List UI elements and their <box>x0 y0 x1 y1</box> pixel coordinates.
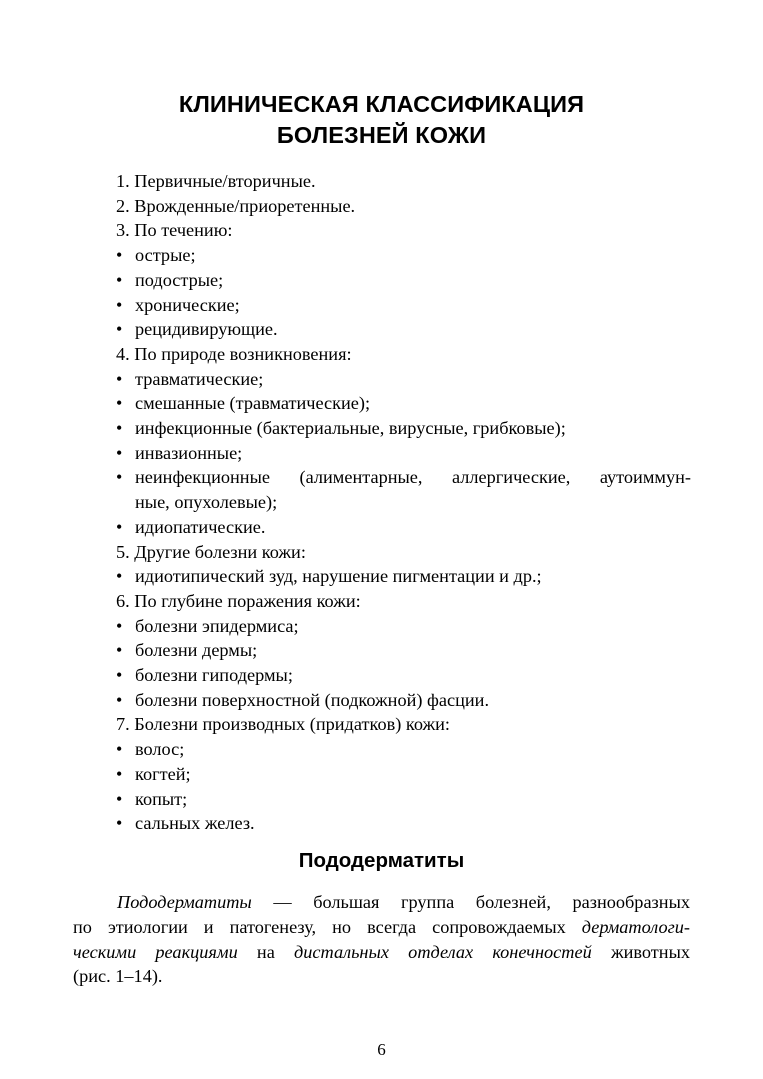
bullet-mark: • <box>116 788 123 809</box>
bullet-item <box>116 367 691 392</box>
bullet-mark: • <box>116 640 123 661</box>
italic-term: ческими реакциями <box>73 941 238 962</box>
bullet-mark: • <box>116 269 123 290</box>
bullet-text: копыт; <box>135 788 188 809</box>
numbered-item: 5. Другие болезни кожи: <box>116 541 306 562</box>
bullet-mark: • <box>116 516 123 537</box>
bullet-item <box>116 663 691 688</box>
bullet-item <box>116 391 691 416</box>
section-heading: Пододерматиты <box>298 849 465 872</box>
bullet-mark: • <box>116 368 123 389</box>
paragraph-text: — большая группа болезней, разнообразных <box>251 892 690 912</box>
bullet-item <box>116 293 691 318</box>
bullet-text: идиопатические. <box>135 516 266 537</box>
bullet-text: смешанные (травматические); <box>135 393 371 414</box>
bullet-mark: • <box>116 665 123 686</box>
bullet-text: волос; <box>135 739 185 760</box>
bullet-mark: • <box>116 319 123 340</box>
bullet-item <box>116 762 691 787</box>
page-title <box>0 89 763 151</box>
title-line-1: КЛИНИЧЕСКАЯ КЛАССИФИКАЦИЯ <box>178 91 585 117</box>
numbered-item: 2. Врожденные/приоретенные. <box>116 195 356 216</box>
bullet-item <box>116 268 691 293</box>
section-paragraph <box>73 890 690 989</box>
bullet-text-line-2: ные, опухолевые); <box>135 492 278 513</box>
bullet-mark: • <box>116 739 123 760</box>
italic-term: Пододерматиты <box>117 892 252 912</box>
bullet-text: идиотипический зуд, нарушение пигментации и др.; <box>135 566 542 587</box>
bullet-mark: • <box>116 418 123 439</box>
bullet-text-line-1: неинфекционные (алиментарные, аллергические, аутоиммун- <box>135 467 691 488</box>
bullet-text: болезни гиподермы; <box>135 665 293 686</box>
bullet-text: острые; <box>135 245 196 266</box>
numbered-item: 4. По природе возникновения: <box>116 343 352 364</box>
bullet-item <box>116 564 691 589</box>
paragraph-text: животных <box>591 941 690 962</box>
bullet-item <box>116 811 691 836</box>
paragraph-text: на <box>237 941 295 962</box>
bullet-mark: • <box>116 442 123 463</box>
numbered-item: 3. По течению: <box>116 220 233 241</box>
bullet-text: болезни эпидермиса; <box>135 615 299 636</box>
bullet-text: болезни поверхностной (подкожной) фасции. <box>135 689 490 710</box>
bullet-mark: • <box>116 566 123 587</box>
bullet-mark: • <box>116 294 123 315</box>
bullet-text: хронические; <box>135 294 240 315</box>
bullet-item <box>116 416 691 441</box>
title-line-2: БОЛЕЗНЕЙ КОЖИ <box>276 122 487 148</box>
numbered-item: 1. Первичные/вторичные. <box>116 171 316 191</box>
bullet-item <box>116 737 691 762</box>
italic-term: дерматологи- <box>581 916 690 937</box>
bullet-text: подострые; <box>135 269 224 290</box>
italic-term: дистальных отделах конечностей <box>294 941 592 962</box>
bullet-text: болезни дермы; <box>135 640 258 661</box>
paragraph-line <box>73 915 690 940</box>
bullet-mark: • <box>116 689 123 710</box>
paragraph-line <box>73 964 690 989</box>
bullet-item <box>116 638 691 663</box>
numbered-item: 6. По глубине поражения кожи: <box>116 590 361 611</box>
bullet-item <box>116 243 691 268</box>
bullet-text: когтей; <box>135 763 191 784</box>
bullet-mark: • <box>116 763 123 784</box>
bullet-item <box>116 317 691 342</box>
bullet-text: инфекционные (бактериальные, вирусные, грибковые); <box>135 418 566 439</box>
bullet-text: травматические; <box>135 368 264 389</box>
bullet-item <box>116 614 691 639</box>
paragraph-line <box>73 940 690 965</box>
bullet-mark: • <box>116 245 123 266</box>
classification-list <box>116 169 691 836</box>
paragraph-text: по этиологии и патогенезу, но всегда сопровождаемых <box>73 916 582 937</box>
bullet-item <box>116 787 691 812</box>
bullet-mark: • <box>116 393 123 414</box>
page-number: 6 <box>377 1040 386 1059</box>
bullet-item <box>116 515 691 540</box>
bullet-text: инвазионные; <box>135 442 243 463</box>
bullet-item <box>116 441 691 466</box>
paragraph-line <box>73 890 690 915</box>
bullet-mark: • <box>116 467 123 488</box>
bullet-text: сальных желез. <box>135 813 255 834</box>
bullet-mark: • <box>116 813 123 834</box>
bullet-mark: • <box>116 615 123 636</box>
bullet-item <box>116 465 691 514</box>
numbered-item: 7. Болезни производных (придатков) кожи: <box>116 714 451 735</box>
bullet-item <box>116 688 691 713</box>
bullet-text: рецидивирующие. <box>135 319 278 340</box>
paragraph-text: (рис. 1–14). <box>73 966 163 987</box>
